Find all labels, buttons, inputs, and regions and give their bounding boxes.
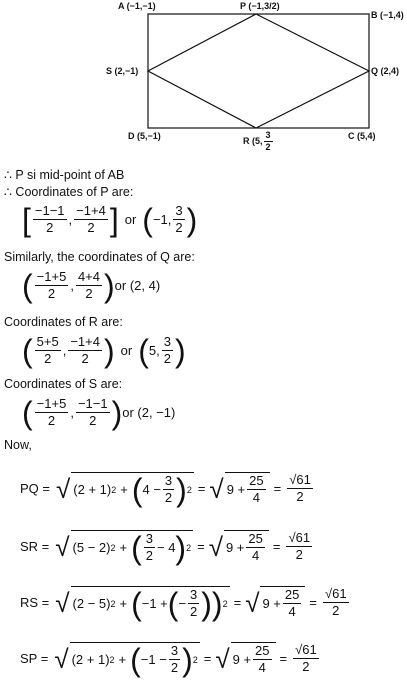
p-x-num: −1−1 (34, 203, 65, 218)
equals: = (233, 595, 242, 610)
equals: = (203, 651, 212, 666)
sr-num: 3 (145, 531, 153, 546)
s-x-num: −1+5 (36, 396, 67, 411)
rs-neg: − (178, 596, 187, 611)
plus: + (118, 652, 127, 667)
sq: 2 (186, 542, 192, 553)
equals: = (197, 481, 206, 496)
p-x-den: 2 (46, 220, 54, 235)
rs-term-b: −1 + (141, 596, 168, 611)
line-coords-q: Similarly, the coordinates of Q are: (4, 250, 195, 264)
sp-den: 2 (170, 660, 179, 675)
d4: 4 (288, 604, 296, 619)
root61: 61 (332, 586, 347, 601)
n25: 25 (255, 643, 270, 658)
rhombus-figure (0, 0, 407, 160)
r-coordinates-expr: ( $\frac{5+5}{2}$ , $\frac{-1+4}{2}$ ) or ( 5, $\frac{3}{2}$ ) (22, 332, 186, 369)
d4: 4 (252, 490, 260, 505)
label-p: P (−1,3/2) (240, 1, 280, 11)
label-a: A (−1,−1) (118, 1, 156, 11)
label-q: Q (2,4) (371, 66, 400, 76)
p-y-den: 2 (87, 220, 95, 235)
d2: 2 (295, 547, 303, 562)
bracket-open: [ (22, 201, 31, 238)
pq-num: 3 (164, 473, 173, 488)
pq-term-a: (2 + 1) (73, 482, 112, 497)
pq-term-b: 4 − (142, 482, 161, 497)
sq: 2 (186, 484, 192, 495)
line-coords-r: Coordinates of R are: (4, 315, 123, 329)
d2: 2 (296, 489, 304, 504)
rs-equation: RS = √ (2 − 5) 2 + ( −1 + ( − $\frac{3}{2}$ ) ) 2 = √ 9 + $\frac{25}{4}$ = $\frac{√61}{2}$ (20, 585, 347, 622)
plus: + (120, 482, 128, 497)
r-result-x: 5, (148, 343, 160, 358)
p-result-x: −1, (152, 212, 172, 227)
equals: = (197, 539, 205, 554)
equals: = (309, 595, 317, 610)
pq-equation: PQ = √ (2 + 1) 2 + ( 4 − $\frac{3}{2}$ ) 2 = √ 9 + $\frac{25}{4}$ = $\frac{√61}{2}$ (20, 471, 311, 508)
plus: + (119, 540, 128, 555)
sr-equation: SR = √ (5 − 2) 2 + ( $\frac{3}{2}$ − 4 ) 2 = √ 9 + $\frac{25}{4}$ = $\frac{√61}{2}$ (20, 529, 311, 566)
rs-label: RS = (20, 595, 50, 610)
r-result-num: 3 (163, 334, 171, 349)
s-coordinates-expr: ( $\frac{-1+5}{2}$ , $\frac{-1-1}{2}$ ) or (2, −1) (22, 394, 176, 431)
rs-term-a: (2 − 5) (72, 596, 111, 611)
label-r-main: R (5, (243, 135, 263, 146)
r-x-num: 5+5 (36, 334, 59, 349)
plus: + (119, 596, 128, 611)
rs-den: 2 (190, 604, 198, 619)
rectangle-abcd (148, 14, 369, 128)
line-p-midpoint: ∴ P si mid-point of AB (4, 168, 125, 182)
r-y-den: 2 (81, 351, 89, 366)
sr-term-b: − 4 (156, 540, 176, 555)
q-x-den: 2 (47, 286, 56, 301)
root61: 61 (296, 472, 311, 487)
rs-num: 3 (190, 587, 198, 602)
s-result: or (2, −1) (122, 405, 176, 420)
d4: 4 (258, 660, 266, 675)
line-now: Now, (4, 438, 32, 452)
nine-plus: 9 + (262, 596, 281, 611)
label-r (243, 131, 274, 152)
equals: = (272, 539, 281, 554)
sq: 2 (192, 654, 198, 665)
sp-label: SP = (20, 651, 49, 666)
q-result: or (2, 4) (114, 278, 161, 293)
sr-den: 2 (145, 548, 153, 563)
d4: 4 (252, 548, 260, 563)
q-coordinates-expr: ( $\frac{-1+5}{2}$ , $\frac{4+4}{2}$ ) or (2, 4) (22, 267, 161, 304)
label-r-num: 3 (265, 130, 271, 140)
q-y-num: 4+4 (77, 269, 100, 284)
p-result-num: 3 (175, 203, 183, 218)
sp-term-b: −1 − (140, 652, 167, 667)
d2: 2 (302, 659, 310, 674)
rhombus-pqrs (148, 14, 369, 128)
bracket-close: ] (109, 201, 119, 238)
n25: 25 (248, 531, 263, 546)
equals: = (279, 651, 288, 666)
sq: 2 (109, 654, 115, 665)
label-s: S (2,−1) (106, 66, 139, 76)
n25: 25 (249, 473, 264, 488)
label-d: D (5,−1) (128, 131, 161, 141)
nine-plus: 9 + (226, 482, 246, 497)
line-coords-p: ∴ Coordinates of P are: (4, 185, 134, 199)
r-y-num: −1+4 (70, 334, 100, 349)
root61: 61 (295, 530, 311, 545)
sp-num: 3 (170, 643, 179, 658)
nine-plus: 9 + (225, 540, 245, 555)
equals: = (273, 481, 282, 496)
s-y-den: 2 (89, 413, 97, 428)
label-r-den: 2 (265, 142, 271, 152)
root61: 61 (302, 642, 317, 657)
p-coordinates-expr: [ $\frac{-1-1}{2}$ , $\frac{-1+4}{2}$ ] or ( −1, $\frac{3}{2}$ ) (22, 201, 198, 238)
or-text: or (124, 212, 137, 227)
label-b: B (−1,4) (371, 10, 404, 20)
sq: 2 (110, 598, 116, 609)
n25: 25 (284, 587, 300, 602)
label-c: C (5,4) (348, 131, 376, 141)
q-x-num: −1+5 (36, 269, 67, 284)
pq-den: 2 (164, 490, 173, 505)
p-y-num: −1+4 (76, 203, 106, 218)
q-y-den: 2 (85, 286, 93, 301)
s-y-num: −1−1 (77, 396, 108, 411)
sp-equation: SP = √ (2 + 1) 2 + ( −1 − $\frac{3}{2}$ ) 2 = √ 9 + $\frac{25}{4}$ = $\frac{√61}{2}$ (20, 641, 317, 678)
line-coords-s: Coordinates of S are: (4, 377, 123, 391)
nine-plus: 9 + (232, 652, 252, 667)
s-x-den: 2 (47, 413, 56, 428)
r-result-den: 2 (163, 351, 171, 366)
sp-term-a: (2 + 1) (71, 652, 110, 667)
sq: 2 (110, 542, 116, 553)
sq: 2 (222, 598, 228, 609)
sr-term-a: (5 − 2) (72, 540, 111, 555)
p-result-den: 2 (175, 220, 183, 235)
r-x-den: 2 (44, 351, 52, 366)
sq: 2 (111, 484, 117, 495)
or-text: or (120, 343, 133, 358)
sr-label: SR = (20, 539, 50, 554)
d2: 2 (332, 603, 340, 618)
pq-label: PQ = (20, 481, 50, 496)
